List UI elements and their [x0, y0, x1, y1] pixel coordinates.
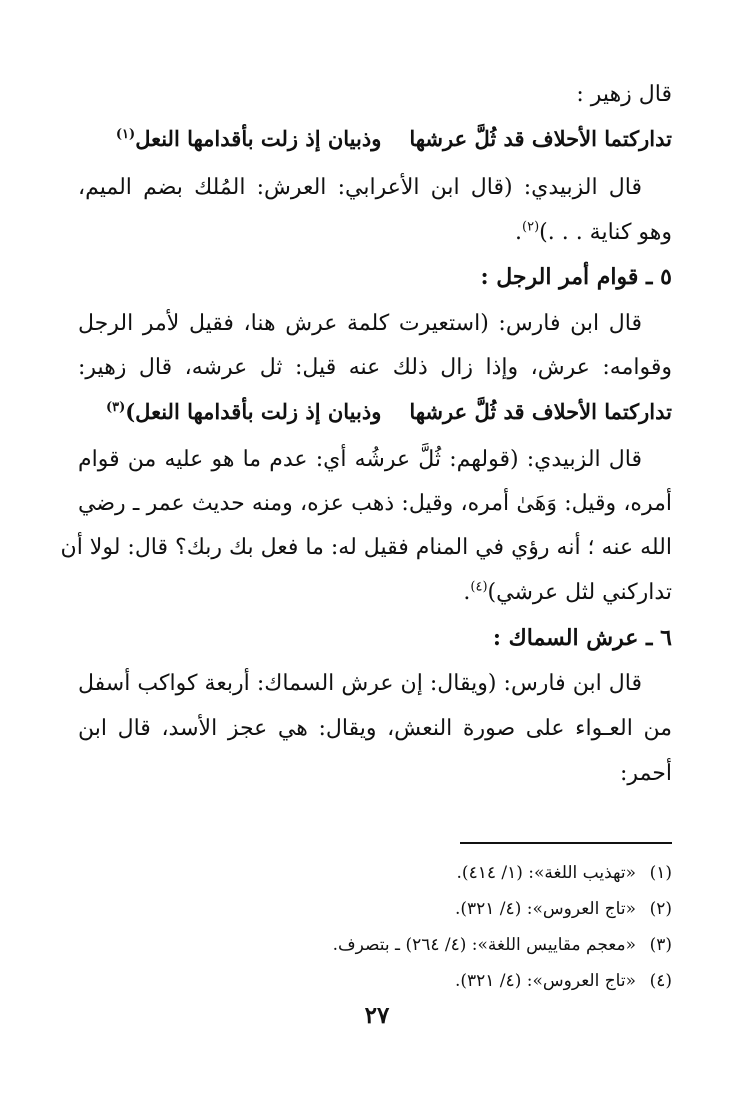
text-span: من العـواء على صورة النعش، ويقال: هي عجز الأسد، قال ابن	[78, 716, 672, 741]
verse-line-1	[78, 122, 672, 156]
text-span: قال الزبيدي: (قال ابن الأعرابي: العرش: المُلك بضم الميم،	[78, 175, 642, 200]
text-line-3	[78, 171, 672, 205]
footnote-number: (٤)	[649, 971, 672, 991]
text-period: .	[463, 580, 471, 605]
section-heading-5	[78, 260, 672, 294]
page-number: ٢٧	[364, 1002, 390, 1029]
footnote-1	[72, 860, 672, 886]
text-line-12	[78, 576, 672, 610]
text-line-6	[78, 307, 672, 341]
text-span: قال ابن فارس: (استعيرت كلمة عرش هنا، فقيل لأمر الرجل	[78, 311, 642, 336]
footnote-number: (١)	[649, 863, 672, 883]
text-span: قال زهير :	[576, 82, 672, 107]
text-line-15	[78, 712, 672, 746]
footnote-text: «معجم مقاييس اللغة»: (٤/ ٢٦٤) ـ بتصرف.	[332, 935, 636, 955]
text-span: قال الزبيدي: (قولهم: ثُلَّ عرشُه أي: عدم ما هو عليه من قوام	[78, 447, 642, 472]
verse-hemistich-second: وذبيان إذ زلت بأقدامها النعل	[135, 126, 382, 151]
text-span: تداركني لثل عرشي)	[487, 580, 672, 605]
footnote-text: «تاج العروس»: (٤/ ٣٢١).	[454, 971, 636, 991]
footnote-ref-3[interactable]: (٣)	[105, 400, 126, 415]
text-line-10	[78, 487, 672, 521]
footnote-number: (٢)	[649, 899, 672, 919]
verse-hemistich-first: تداركتما الأحلاف قد ثُلَّ عرشها	[409, 126, 672, 151]
text-span: أحمر:	[620, 761, 672, 786]
text-span: قال ابن فارس: (ويقال: إن عرش السماك: أربعة كواكب أسفل	[78, 671, 642, 696]
footnote-divider	[460, 842, 672, 844]
footnote-2	[72, 896, 672, 922]
text-span: الله عنه ؛ أنه رؤي في المنام فقيل له: ما فعل بك ربك؟ قال: لولا أن	[60, 535, 672, 560]
footnote-text: «تاج العروس»: (٤/ ٣٢١).	[454, 899, 636, 919]
footnote-4	[72, 968, 672, 994]
footnote-ref-4[interactable]: (٤)	[470, 579, 488, 595]
footnote-ref-1[interactable]: (١)	[115, 127, 136, 142]
text-line-4	[78, 216, 672, 250]
heading-text: ٦ ـ عرش السماك :	[492, 625, 672, 651]
text-line-9	[78, 443, 672, 477]
section-heading-6	[78, 621, 672, 655]
text-period: .	[515, 220, 522, 245]
verse-hemistich-first: تداركتما الأحلاف قد ثُلَّ عرشها	[409, 399, 672, 424]
footnote-ref-2[interactable]: (٢)	[522, 219, 540, 235]
text-span: وقوامه: عرش، وإذا زال ذلك عنه قيل: ثل عرشه، قال زهير:	[78, 355, 672, 380]
text-line-11	[60, 531, 672, 565]
text-line-7	[78, 351, 672, 385]
text-span: أمره، وقيل: وَهَىٰ أمره، وقيل: ذهب عزه، ومنه حديث عمر ـ رضي	[78, 491, 672, 516]
text-line-16	[78, 757, 672, 791]
heading-text: ٥ ـ قوام أمر الرجل :	[480, 264, 672, 290]
text-span: وهو كناية . . .)	[539, 220, 672, 245]
verse-line-2	[78, 395, 672, 429]
footnote-text: «تهذيب اللغة»: (١/ ٤١٤).	[456, 863, 636, 883]
footnote-number: (٣)	[649, 935, 672, 955]
footnote-3	[72, 932, 672, 958]
text-line-14	[78, 667, 672, 701]
verse-hemistich-second: وذبيان إذ زلت بأقدامها النعل)	[125, 399, 382, 424]
text-line-1	[78, 78, 672, 112]
